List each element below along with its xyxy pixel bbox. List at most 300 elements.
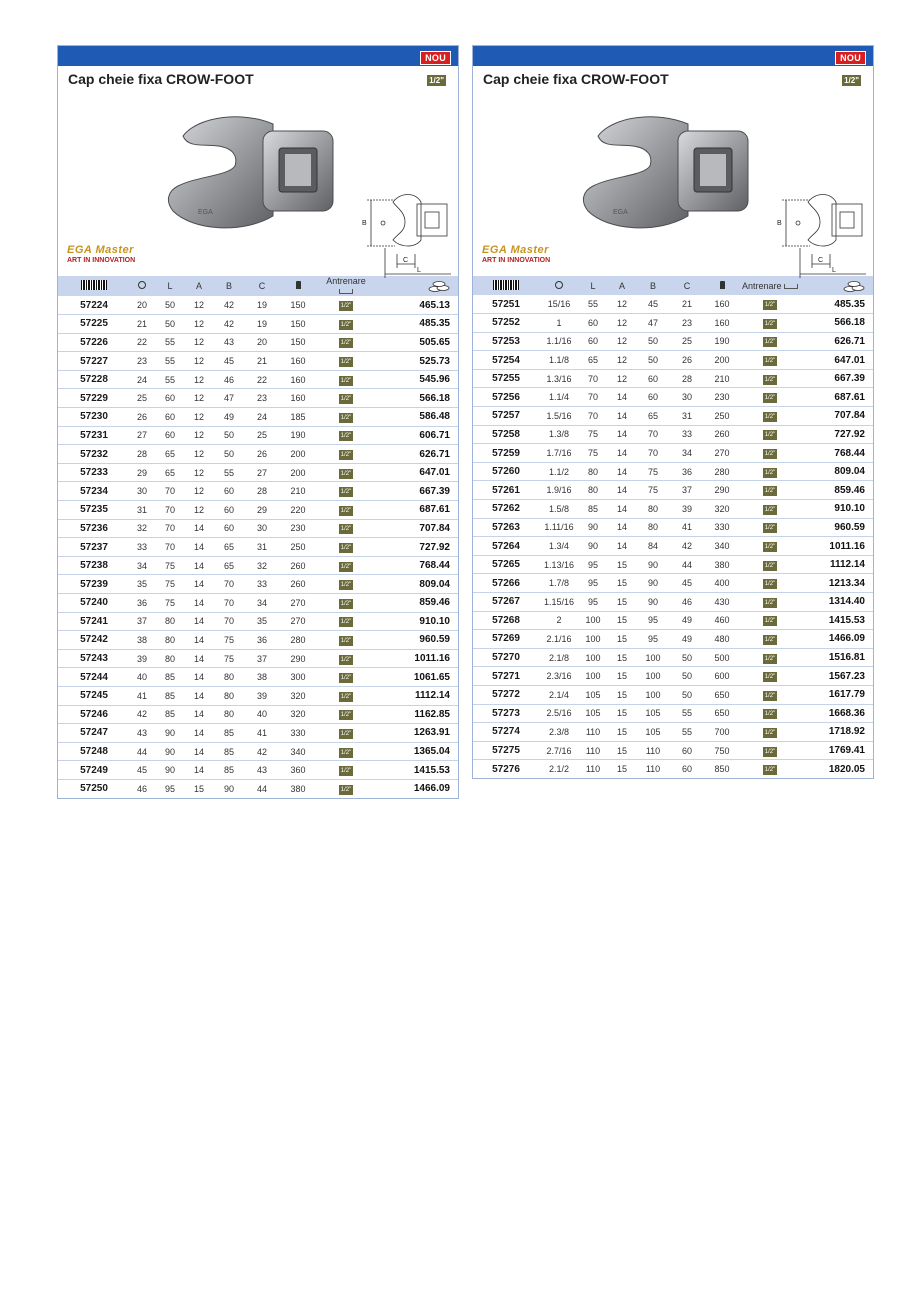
cell-c: 33	[256, 579, 267, 590]
cell-code: 57235	[80, 504, 108, 516]
cell-b: 110	[645, 745, 661, 756]
svg-text:EGA: EGA	[198, 209, 213, 216]
cell-b: 95	[647, 633, 658, 644]
cell-code: 57271	[492, 670, 520, 682]
cell-code: 57227	[80, 355, 108, 367]
drive-badge: 1/2"	[340, 526, 352, 533]
cell-weight: 220	[290, 504, 306, 515]
drive-size-badge: 1/2"	[844, 76, 859, 85]
cell-c: 23	[681, 317, 692, 328]
cell-weight: 160	[290, 374, 306, 385]
drive-badge: 1/2"	[340, 693, 352, 700]
cell-c: 39	[256, 690, 267, 701]
cell-price: 727.92	[419, 541, 450, 553]
cell-l: 110	[585, 745, 601, 756]
cell-l: 55	[587, 299, 598, 310]
cell-code: 57236	[80, 522, 108, 534]
cell-price: 1061.65	[413, 671, 450, 683]
cell-l: 105	[585, 708, 601, 719]
cell-weight: 150	[290, 318, 306, 329]
cell-price: 707.84	[419, 522, 450, 534]
brand-logo	[482, 244, 550, 264]
col-c: C	[683, 280, 691, 291]
cell-c: 42	[256, 746, 267, 757]
cell-c: 43	[256, 765, 267, 776]
cell-size: 2.3/8	[548, 726, 570, 737]
cell-a: 12	[193, 393, 204, 404]
cell-l: 80	[164, 653, 175, 664]
cell-drive	[318, 426, 374, 445]
cell-weight: 160	[290, 356, 306, 367]
cell-drive	[318, 538, 374, 557]
cell-drive	[739, 295, 801, 314]
cell-b: 47	[223, 393, 234, 404]
cell-l: 80	[164, 616, 175, 627]
cell-code: 57241	[80, 615, 108, 627]
cell-weight: 300	[290, 672, 306, 683]
cell-drive	[739, 667, 801, 686]
cell-drive	[739, 685, 801, 704]
cell-weight: 200	[290, 467, 306, 478]
cell-code: 57257	[492, 410, 520, 422]
cell-c: 28	[256, 486, 267, 497]
drive-badge: 1/2"	[340, 303, 352, 310]
drive-badge: 1/2"	[340, 786, 352, 793]
cell-a: 14	[616, 522, 627, 533]
cell-code: 57274	[492, 726, 520, 738]
cell-a: 12	[193, 486, 204, 497]
cell-c: 39	[681, 503, 692, 514]
drive-badge: 1/2"	[340, 433, 352, 440]
cell-price: 465.13	[419, 299, 450, 311]
cell-code: 57251	[492, 298, 520, 310]
cell-c: 46	[681, 596, 692, 607]
cell-a: 12	[193, 300, 204, 311]
cell-price: 1567.23	[828, 670, 865, 682]
cell-weight: 280	[714, 466, 730, 477]
cell-drive	[318, 668, 374, 687]
table-row	[473, 351, 873, 370]
cell-c: 40	[256, 709, 267, 720]
cell-c: 21	[681, 299, 692, 310]
cell-b: 90	[647, 596, 658, 607]
cell-price: 1011.16	[829, 540, 865, 552]
cell-a: 15	[193, 783, 204, 794]
cell-code: 57254	[492, 354, 520, 366]
cell-c: 45	[681, 578, 692, 589]
cell-size: 45	[136, 765, 147, 776]
cell-drive	[739, 481, 801, 500]
cell-a: 14	[616, 466, 627, 477]
cell-price: 1718.92	[828, 726, 865, 738]
cell-c: 36	[681, 466, 692, 477]
cell-drive	[739, 630, 801, 649]
cell-l: 85	[164, 709, 175, 720]
cell-weight: 230	[290, 523, 306, 534]
cell-size: 24	[136, 374, 147, 385]
table-row	[473, 332, 873, 351]
cell-size: 2.1/2	[548, 764, 570, 775]
cell-l: 70	[164, 523, 175, 534]
cell-code: 57267	[492, 596, 520, 608]
table-row	[58, 333, 458, 352]
table-row	[473, 667, 873, 686]
cell-code: 57255	[492, 373, 520, 385]
cell-size: 43	[136, 727, 147, 738]
cell-drive	[318, 501, 374, 520]
table-row	[473, 314, 873, 333]
cell-a: 15	[616, 559, 627, 570]
cell-drive	[318, 742, 374, 761]
card-header-bar	[473, 46, 873, 66]
cell-drive	[318, 686, 374, 705]
cell-price: 809.04	[419, 578, 450, 590]
cell-a: 14	[616, 392, 627, 403]
cell-weight: 190	[290, 430, 306, 441]
cell-c: 36	[256, 634, 267, 645]
cell-code: 57276	[492, 763, 520, 775]
cell-b: 75	[647, 485, 658, 496]
drive-badge: 1/2"	[340, 377, 352, 384]
cell-c: 38	[256, 672, 267, 683]
cell-weight: 260	[714, 429, 730, 440]
drive-badge: 1/2"	[340, 637, 352, 644]
cell-c: 22	[256, 374, 267, 385]
dim-label-l: L	[417, 267, 421, 274]
cell-a: 15	[616, 596, 627, 607]
cell-weight: 430	[714, 596, 730, 607]
cell-code: 57261	[492, 484, 520, 496]
cell-l: 70	[587, 410, 598, 421]
cell-b: 75	[223, 634, 234, 645]
cell-b: 75	[647, 466, 658, 477]
cell-price: 687.61	[834, 391, 865, 403]
cell-drive	[318, 445, 374, 464]
cell-a: 14	[616, 541, 627, 552]
cell-size: 33	[136, 542, 147, 553]
cell-code: 57275	[492, 745, 520, 757]
cell-a: 12	[193, 504, 204, 515]
cell-c: 25	[681, 336, 692, 347]
cell-b: 80	[223, 690, 234, 701]
cell-price: 647.01	[834, 354, 865, 366]
cell-l: 95	[587, 578, 598, 589]
cell-code: 57265	[492, 559, 520, 571]
cell-a: 14	[616, 429, 627, 440]
cell-l: 100	[585, 652, 601, 663]
table-row	[473, 723, 873, 742]
cell-size: 1.1/16	[546, 336, 572, 347]
cell-price: 647.01	[419, 467, 450, 479]
cell-c: 25	[256, 430, 267, 441]
cell-drive	[739, 388, 801, 407]
table-row	[58, 594, 458, 613]
cell-drive	[739, 462, 801, 481]
cell-l: 85	[587, 503, 598, 514]
cell-l: 60	[164, 411, 175, 422]
ruler-icon	[339, 289, 353, 294]
logo-brand: EGA Master	[67, 244, 134, 256]
cell-a: 12	[193, 430, 204, 441]
drive-badge: 1/2"	[764, 358, 776, 365]
cell-price: 1668.36	[828, 707, 865, 719]
drive-badge: 1/2"	[764, 729, 776, 736]
cell-price: 727.92	[834, 428, 865, 440]
cell-l: 95	[587, 559, 598, 570]
dim-label-c: C	[818, 257, 824, 264]
col-l: L	[590, 280, 596, 291]
weight-icon	[705, 276, 739, 295]
cell-drive	[318, 575, 374, 594]
cell-code: 57264	[492, 540, 520, 552]
cell-b: 85	[223, 746, 234, 757]
cell-code: 57240	[80, 597, 108, 609]
cell-c: 26	[681, 355, 692, 366]
cell-weight: 230	[714, 392, 730, 403]
drive-badge: 1/2"	[764, 339, 776, 346]
cell-price: 910.10	[834, 503, 865, 515]
cell-drive	[318, 370, 374, 389]
drive-badge: 1/2"	[764, 506, 776, 513]
cell-b: 60	[223, 523, 234, 534]
cell-size: 46	[136, 783, 147, 794]
drive-badge: 1/2"	[764, 469, 776, 476]
cell-drive	[318, 519, 374, 538]
cell-price: 1365.04	[413, 746, 450, 758]
cell-c: 28	[681, 373, 692, 384]
cell-c: 37	[681, 485, 692, 496]
cell-code: 57258	[492, 428, 520, 440]
cell-size: 23	[136, 356, 147, 367]
cell-a: 15	[616, 745, 627, 756]
drive-badge: 1/2"	[340, 359, 352, 366]
col-a: A	[195, 281, 202, 291]
drive-badge: 1/2"	[764, 636, 776, 643]
cell-price: 910.10	[419, 615, 450, 627]
cell-code: 57237	[80, 541, 108, 553]
drive-badge: 1/2"	[340, 489, 352, 496]
cell-code: 57249	[80, 764, 108, 776]
cell-a: 12	[616, 355, 627, 366]
cell-weight: 200	[714, 355, 730, 366]
cell-weight: 750	[714, 745, 730, 756]
cell-b: 60	[647, 392, 658, 403]
cell-b: 43	[223, 337, 234, 348]
cell-a: 15	[616, 652, 627, 663]
cell-b: 46	[223, 374, 234, 385]
cell-drive	[318, 408, 374, 427]
cell-price: 566.18	[419, 392, 450, 404]
cell-l: 70	[587, 392, 598, 403]
new-badge: NOU	[420, 51, 451, 65]
cell-c: 29	[256, 504, 267, 515]
drive-badge: 1/2"	[340, 507, 352, 514]
cell-b: 110	[645, 764, 661, 775]
cell-drive	[739, 760, 801, 779]
col-b: B	[225, 281, 232, 291]
cell-l: 100	[585, 671, 601, 682]
cell-price: 545.96	[419, 374, 450, 386]
cell-weight: 210	[714, 373, 730, 384]
table-row	[473, 407, 873, 426]
table-row	[58, 761, 458, 780]
cell-weight: 360	[290, 765, 306, 776]
cell-a: 15	[616, 633, 627, 644]
cell-l: 55	[164, 374, 175, 385]
cell-weight: 290	[714, 485, 730, 496]
coins-icon	[374, 276, 458, 296]
cell-drive	[318, 315, 374, 334]
drive-badge: 1/2"	[340, 768, 352, 775]
table-row	[473, 369, 873, 388]
cell-drive	[739, 555, 801, 574]
cell-a: 14	[193, 634, 204, 645]
table-row	[473, 537, 873, 556]
cell-a: 14	[193, 672, 204, 683]
table-row	[58, 501, 458, 520]
table-row	[473, 555, 873, 574]
cell-price: 960.59	[419, 634, 450, 646]
cell-price: 1112.14	[829, 559, 865, 571]
cell-size: 1.3/4	[548, 541, 570, 552]
cell-drive	[739, 351, 801, 370]
cell-b: 60	[647, 373, 658, 384]
cell-size: 1.1/4	[548, 392, 570, 403]
cell-size: 2	[556, 615, 562, 626]
cell-b: 50	[223, 430, 234, 441]
drive-badge: 1/2"	[764, 692, 776, 699]
cell-drive	[739, 425, 801, 444]
cell-c: 23	[256, 393, 267, 404]
cell-b: 80	[223, 672, 234, 683]
cell-weight: 270	[290, 616, 306, 627]
cell-a: 14	[616, 503, 627, 514]
cell-size: 27	[136, 430, 147, 441]
cell-l: 70	[587, 373, 598, 384]
table-row	[473, 760, 873, 779]
dim-label-b: B	[362, 220, 367, 227]
cell-l: 100	[585, 615, 601, 626]
coins-icon	[801, 276, 873, 295]
product-hero	[58, 66, 458, 276]
cell-drive	[739, 332, 801, 351]
cell-l: 95	[587, 596, 598, 607]
card-header-bar	[58, 46, 458, 66]
col-a: A	[618, 280, 625, 291]
cell-weight: 480	[714, 633, 730, 644]
diameter-icon	[539, 276, 579, 295]
cell-c: 50	[681, 652, 692, 663]
cell-a: 14	[616, 448, 627, 459]
cell-weight: 850	[714, 764, 730, 775]
table-row	[58, 426, 458, 445]
cell-price: 687.61	[419, 504, 450, 516]
cell-drive	[739, 741, 801, 760]
drive-badge: 1/2"	[340, 414, 352, 421]
cell-drive	[318, 482, 374, 501]
col-c: C	[258, 281, 266, 291]
cell-size: 2.5/16	[546, 708, 572, 719]
cell-c: 37	[256, 653, 267, 664]
cell-code: 57230	[80, 411, 108, 423]
cell-size: 37	[136, 616, 147, 627]
cell-price: 859.46	[834, 484, 865, 496]
cell-size: 35	[136, 579, 147, 590]
table-row	[58, 370, 458, 389]
cell-code: 57250	[80, 783, 108, 795]
cell-c: 30	[681, 392, 692, 403]
logo-tagline: ART IN INNOVATION	[482, 257, 551, 264]
drive-badge: 1/2"	[764, 451, 776, 458]
cell-b: 95	[647, 615, 658, 626]
cell-weight: 320	[290, 709, 306, 720]
cell-a: 12	[193, 356, 204, 367]
cell-l: 70	[164, 504, 175, 515]
cell-weight: 260	[290, 560, 306, 571]
dimension-diagram	[345, 178, 453, 278]
cell-size: 22	[136, 337, 147, 348]
table-row	[58, 686, 458, 705]
cell-drive	[318, 296, 374, 315]
cell-code: 57245	[80, 690, 108, 702]
cell-size: 40	[136, 672, 147, 683]
cell-b: 70	[223, 597, 234, 608]
cell-price: 768.44	[834, 447, 865, 459]
cell-size: 1.1/2	[548, 466, 570, 477]
cell-c: 41	[681, 522, 692, 533]
cell-code: 57247	[80, 727, 108, 739]
cell-a: 15	[616, 671, 627, 682]
product-table	[58, 276, 458, 798]
cell-b: 45	[647, 299, 658, 310]
cell-size: 29	[136, 467, 147, 478]
cell-l: 55	[164, 356, 175, 367]
cell-b: 50	[223, 449, 234, 460]
cell-a: 12	[616, 336, 627, 347]
cell-l: 80	[164, 634, 175, 645]
cell-weight: 700	[714, 726, 730, 737]
cell-drive	[739, 593, 801, 612]
cell-price: 1617.79	[828, 689, 865, 701]
cell-l: 75	[587, 429, 598, 440]
drive-badge: 1/2"	[764, 618, 776, 625]
cell-l: 90	[164, 727, 175, 738]
cell-c: 50	[681, 689, 692, 700]
cell-weight: 160	[290, 393, 306, 404]
cell-c: 34	[681, 448, 692, 459]
table-row	[473, 685, 873, 704]
cell-b: 80	[647, 522, 658, 533]
cell-b: 50	[647, 336, 658, 347]
cell-weight: 260	[290, 579, 306, 590]
cell-b: 105	[645, 708, 661, 719]
table-row	[58, 296, 458, 315]
cell-price: 485.35	[834, 298, 865, 310]
cell-price: 1820.05	[828, 763, 865, 775]
cell-drive	[318, 631, 374, 650]
cell-size: 38	[136, 634, 147, 645]
cell-a: 15	[616, 764, 627, 775]
table-row	[473, 444, 873, 463]
cell-b: 70	[223, 579, 234, 590]
cell-l: 75	[587, 448, 598, 459]
table-row	[58, 352, 458, 371]
cell-price: 859.46	[419, 597, 450, 609]
cell-c: 26	[256, 449, 267, 460]
cell-weight: 650	[714, 689, 730, 700]
cell-code: 57252	[492, 317, 520, 329]
cell-b: 42	[223, 300, 234, 311]
